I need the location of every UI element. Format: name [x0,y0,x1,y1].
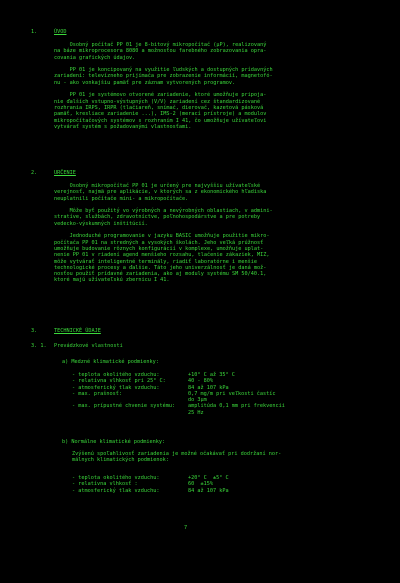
spec-value: 84 až 107 kPa [188,384,229,391]
body-line: technologické procesy a ďalšie. Táto jeho univerzálnosť je daná mož- [54,264,267,271]
body-line: neuplatnili počítače mini- a mikropočítače. [54,195,189,202]
climatic-limits-table [72,372,308,416]
body-line: PP 01 je koncipovaný na využitie ľudských a dostupných prídavných [54,67,273,74]
spec-value: do 3μm [188,397,207,404]
section-3-number: 3. [31,328,38,334]
spec-row [72,488,308,494]
spec-value: +10° C až 35° C [188,372,235,378]
spec-key: - relatívna vlhkosť pri 25° C: [72,378,166,385]
body-line: môže vytvárať inteligentné terminály, riadiť laboratórne i menšie [54,258,258,265]
section-3-1-number: 3. 1. [31,343,47,349]
spec-key: - teplota okolitého vzduchu: [72,372,160,378]
spec-value: 60 ±15% [188,481,213,488]
body-line: Osobný počítač PP 01 je 8-bitový mikropočítač (μP), realizovaný [54,42,267,48]
body-line: mikropočítačových systémov s rozhraním I 41, čo umožňuje užívateľovi [54,117,267,124]
section-1-title: ÚVOD [54,29,67,35]
section-2-number: 2. [31,170,38,176]
body-line: rozhrania IRPS, IRPR (tlačiareň, snímač, dierovač, kazetová pásková [54,104,264,111]
normal-conditions-label: b) Normálne klimatické podmienky: [62,439,166,445]
body-line: verejnosť, najmä pre aplikácie, v ktorých sa z ekonomického hľadiska [54,189,267,196]
body-line: nosťou použiť prídavné zariadenia, ako aj moduly systému SM 50/40.1, [54,271,267,278]
section-2-title: URČENIE [54,170,76,176]
body-line: Osobný mikropočítač PP 01 je určený pre najvyššiu užívateľské [54,183,261,189]
spec-key: - teplota okolitého vzduchu: [72,475,160,481]
spec-value: 0,7 mg/m pri veľkosti častíc [188,390,276,397]
body-line: covania grafických údajov. [54,54,136,61]
climatic-limits-label: a) Medzné klimatické podmienky: [62,359,159,365]
body-line: pamäť, kresliace zariadenie ...), IMS-2 (merací prístroje) a modulov [54,111,267,118]
body-line: vytvárať systém s požadovanými vlastnosťami. [54,123,192,130]
body-line: stratíve, službách, zdravotníctve, poľnohospodárstve a pre potreby [54,214,261,221]
spec-key: - max. prípustné chvenie systému: [72,403,176,410]
body-line: umožňuje budovanie rôznych konfigurácií v komplexe, umožňuje uplat- [54,245,264,252]
body-line: Jednoduché programovanie v jazyku BASIC umožňuje použitie mikro- [54,233,270,240]
spec-value: +20° C ±5° C [188,475,229,481]
spec-key [72,410,188,416]
body-line: nu - ako vonkajšiu pamäť pre záznam vytvorených programov. [54,79,236,86]
body-line: nie ďalších vstupno-výstupných (V/V) zariadení cez štandardizované [54,98,261,105]
body-line: Zvýšenú spoľahlivosť zariadenia je možné očakávať pri dodržaní nor- [72,451,282,457]
page-number: 7 [184,525,188,531]
section-1-body [54,42,359,130]
spec-key: - relatívna vlhkosť : [72,481,138,488]
body-line: málnych klimatických podmienok: [72,457,169,464]
spec-value: 25 Hz [188,409,204,416]
spec-key: - atmosferický tlak vzduchu: [72,487,160,494]
body-line: PP 01 je systémovo otvorené zariadenie, ktoré umožňuje pripoja- [54,92,267,99]
section-2-body [54,183,359,284]
body-line: počítača PP 01 na stredných a vysokých školách. Jeho veľká prúžnosť [54,239,264,246]
spec-key: - max. prašnosť: [72,390,122,397]
spec-value: 84 až 107 kPa [188,487,229,494]
body-line: nenie PP 01 v riadení agend menšieho rozsahu, tlačenie zákaziek, MIZ, [54,252,270,259]
spec-row [72,410,308,416]
body-line: vedecko-výskumných inštitúcií. [54,220,148,227]
spec-key: - atmosferický tlak vzduchu: [72,384,160,391]
body-line: ktoré majú užívateľskú zbernicu I 41. [54,277,170,284]
section-3-1-title: Prevádzkové vlastnosti [54,343,123,349]
section-1-number: 1. [31,29,38,35]
section-3-title: TECHNICKÉ ÚDAJE [54,328,101,334]
body-line: Môže byť použitý vo výrobných a nevýrobných oblastiach, v admini- [54,208,273,215]
body-line: na báze mikroprocesora 8080 a možnosťou farebného zobrazovania opra- [54,48,267,55]
normal-conditions-table [72,475,308,494]
spec-value: amplitúda 0,1 mm pri frekvencii [188,403,285,410]
normal-conditions-intro [72,451,377,464]
spec-value: 40 - 80% [188,378,213,385]
body-line: zariadení: televízneho prijímača pre zobrazenie informácií, magnetofó- [54,73,273,80]
